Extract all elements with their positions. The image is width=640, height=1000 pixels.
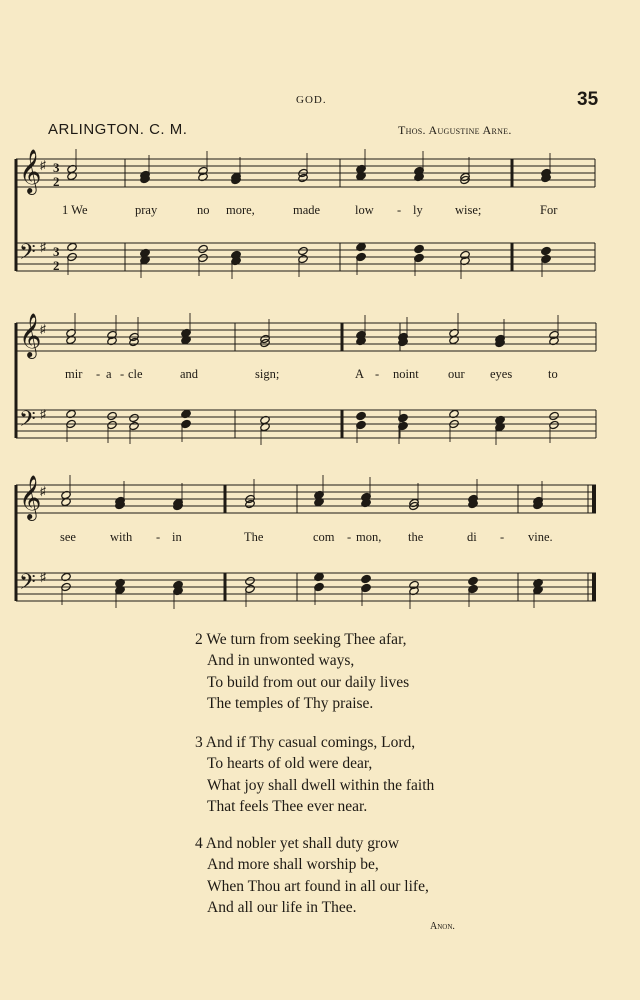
lyric-syllable: in [172, 530, 182, 544]
lyric-syllable: made [293, 203, 321, 217]
lyric-syllable: - [120, 367, 125, 381]
verse-3 [195, 732, 434, 817]
lyric-syllable: sign; [255, 367, 280, 381]
lyric-syllable: - [375, 367, 380, 381]
verse-line: What joy shall dwell within the faith [207, 776, 435, 794]
verse-line: To hearts of old were dear, [207, 755, 373, 773]
lyric-syllable: The [244, 530, 264, 544]
verse-line: And more shall worship be, [207, 856, 379, 874]
verse-line: 4 And nobler yet shall duty grow [195, 835, 400, 852]
treble-clef-icon: 𝄞 [19, 313, 42, 357]
verse-line: And in unwonted ways, [207, 652, 355, 670]
lyric-syllable: ly [413, 203, 423, 217]
lyric-syllable: vine. [528, 530, 553, 544]
treble-clef-icon: 𝄞 [19, 149, 42, 193]
time-signature: 3 [53, 244, 60, 259]
bass-clef-icon: 𝄢 [19, 407, 36, 437]
lyric-syllable: with [110, 530, 133, 544]
lyric-syllable: noint [393, 367, 419, 381]
composer-credit: Thos. Augustine Arne. [398, 123, 512, 137]
verse-line: 2 We turn from seeking Thee afar, [195, 631, 407, 648]
bass-clef-icon: 𝄢 [19, 240, 36, 270]
lyric-syllable: more, [226, 203, 255, 217]
lyric-syllable: the [408, 530, 424, 544]
notehead [245, 576, 256, 586]
lyric-syllable: pray [135, 203, 158, 217]
key-signature-sharp: ♯ [40, 322, 46, 336]
lyric-syllable: wise; [455, 203, 482, 217]
lyric-syllable: our [448, 367, 465, 381]
lyric-syllable: - [156, 530, 161, 544]
time-signature: 2 [53, 174, 60, 189]
key-signature-sharp: ♯ [40, 158, 46, 172]
lyric-syllable: cle [128, 367, 143, 381]
lyric-syllable: mon, [356, 530, 382, 544]
key-signature-sharp: ♯ [40, 240, 46, 254]
lyric-syllable: to [548, 367, 558, 381]
lyric-syllable: and [180, 367, 199, 381]
verse-2 [195, 629, 409, 714]
key-signature-sharp: ♯ [40, 570, 46, 584]
verse-line: When Thou art found in all our life, [207, 877, 429, 895]
lyric-syllable: eyes [490, 367, 513, 381]
notehead [356, 411, 367, 421]
lyric-syllable: see [60, 530, 76, 544]
lyric-syllable: no [197, 203, 210, 217]
lyric-syllable: For [540, 203, 558, 217]
lyric-syllable: - [397, 203, 402, 217]
verse-line: To build from out our daily lives [207, 673, 410, 691]
verse-line: The temples of Thy praise. [207, 694, 374, 712]
notehead [298, 246, 309, 256]
lyric-syllable: low [355, 203, 374, 217]
lyric-syllable: A [355, 367, 365, 381]
notehead [541, 246, 552, 256]
tune-title: ARLINGTON. C. M. [48, 121, 188, 138]
verse-line: That feels Thee ever near. [207, 797, 368, 815]
lyric-syllable: - [347, 530, 352, 544]
notehead [129, 413, 140, 423]
lyric-syllable: mir [65, 367, 83, 381]
lyric-syllable: di [467, 530, 477, 544]
lyric-syllable: com [313, 530, 335, 544]
verse-line: And all our life in Thee. [207, 898, 357, 916]
verse-4 [195, 833, 429, 918]
key-signature-sharp: ♯ [40, 407, 46, 421]
lyric-syllable: 1 We [62, 203, 88, 217]
notehead [549, 411, 560, 421]
notehead [107, 411, 118, 421]
treble-clef-icon: 𝄞 [19, 475, 42, 519]
running-header: GOD. [296, 94, 327, 106]
notehead [398, 413, 409, 423]
verse-line: 3 And if Thy casual comings, Lord, [195, 734, 416, 751]
lyric-syllable: - [500, 530, 505, 544]
bass-clef-icon: 𝄢 [19, 570, 36, 600]
notehead [361, 574, 372, 584]
notehead [468, 576, 479, 586]
attribution: Anon. [430, 921, 455, 932]
lyric-syllable: - [96, 367, 101, 381]
key-signature-sharp: ♯ [40, 484, 46, 498]
notehead [198, 244, 209, 254]
lyric-syllable: a [106, 367, 112, 381]
page-number: 35 [577, 89, 599, 110]
notehead [414, 244, 425, 254]
time-signature: 3 [53, 160, 60, 175]
time-signature: 2 [53, 258, 60, 273]
